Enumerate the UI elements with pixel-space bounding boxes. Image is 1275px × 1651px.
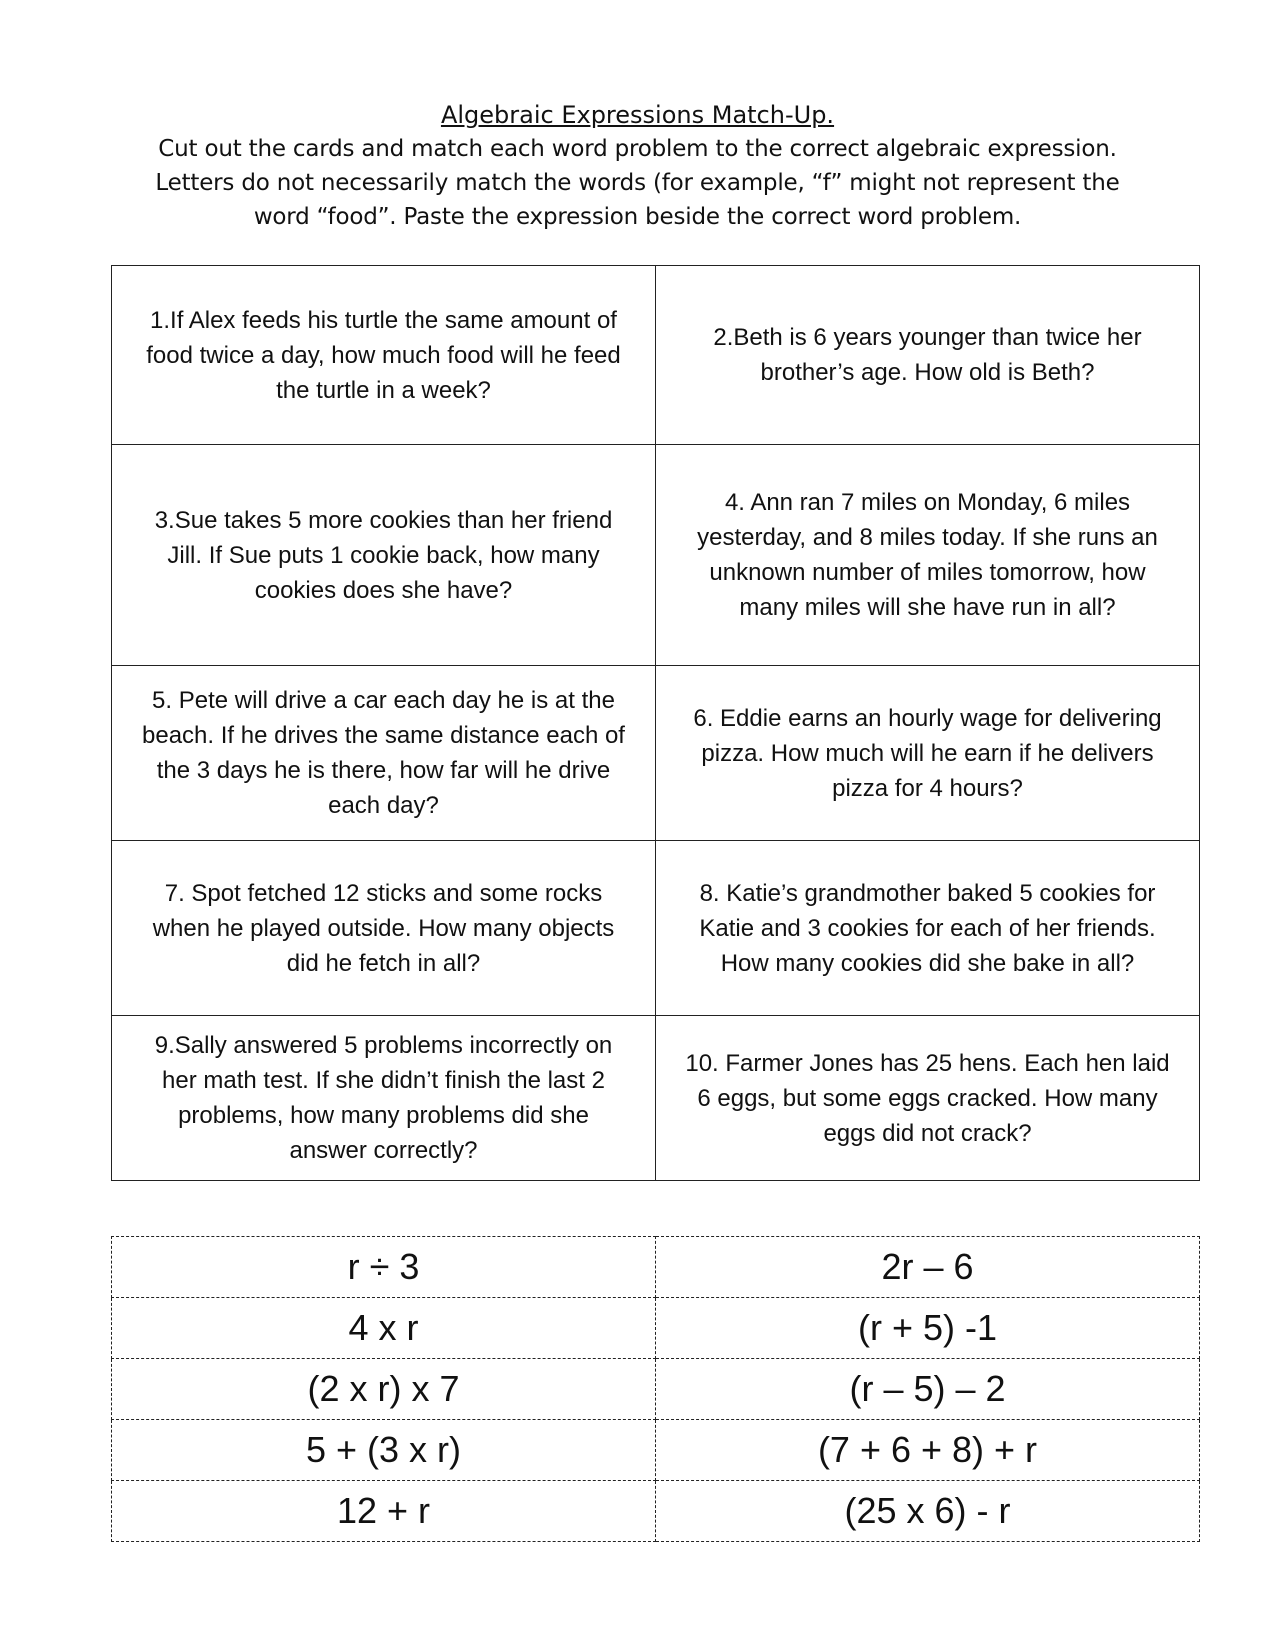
expression-card: (r – 5) – 2: [656, 1359, 1200, 1420]
problem-row: [112, 841, 1200, 1016]
expression-card: (2 x r) x 7: [112, 1359, 656, 1420]
instructions-line-1: Cut out the cards and match each word problem to the correct algebraic expression.: [158, 136, 1117, 162]
expression-card: (7 + 6 + 8) + r: [656, 1420, 1200, 1481]
expression-row: [112, 1298, 1200, 1359]
problem-card-1: 1.If Alex feeds his turtle the same amount of food twice a day, how much food will he feed the turtle in a week?: [112, 266, 656, 445]
expression-card: r ÷ 3: [112, 1237, 656, 1298]
problem-card-6: 6. Eddie earns an hourly wage for delivering pizza. How much will he earn if he delivers pizza for 4 hours?: [656, 666, 1200, 841]
expression-cards-table: [111, 1236, 1200, 1542]
expression-card: 2r – 6: [656, 1237, 1200, 1298]
expression-card: 12 + r: [112, 1481, 656, 1542]
worksheet-title: Algebraic Expressions Match-Up.: [440, 101, 835, 129]
problem-row: [112, 1016, 1200, 1181]
problem-row: [112, 266, 1200, 445]
problem-card-3: 3.Sue takes 5 more cookies than her friend Jill. If Sue puts 1 cookie back, how many cookies does she have?: [112, 445, 656, 666]
instructions-line-3: word “food”. Paste the expression beside the correct word problem.: [253, 204, 1022, 230]
problem-card-8: 8. Katie’s grandmother baked 5 cookies for Katie and 3 cookies for each of her friends. How many cookies did she bake in all?: [656, 841, 1200, 1016]
problem-card-2: 2.Beth is 6 years younger than twice her brother’s age. How old is Beth?: [656, 266, 1200, 445]
expression-row: [112, 1420, 1200, 1481]
worksheet-header: [100, 98, 1175, 234]
expression-row: [112, 1359, 1200, 1420]
expression-card: 5 + (3 x r): [112, 1420, 656, 1481]
expression-card: (25 x 6) - r: [656, 1481, 1200, 1542]
problem-row: [112, 666, 1200, 841]
problem-card-9: 9.Sally answered 5 problems incorrectly on her math test. If she didn’t finish the last 2 problems, how many problems did she answer correctly?: [112, 1016, 656, 1181]
problem-card-4: 4. Ann ran 7 miles on Monday, 6 miles yesterday, and 8 miles today. If she runs an unknown number of miles tomorrow, how many miles will she have run in all?: [656, 445, 1200, 666]
expression-row: [112, 1237, 1200, 1298]
word-problems-table: [111, 265, 1200, 1181]
problem-card-7: 7. Spot fetched 12 sticks and some rocks when he played outside. How many objects did he fetch in all?: [112, 841, 656, 1016]
instructions-line-2: Letters do not necessarily match the words (for example, “f” might not represent the: [155, 170, 1120, 196]
problem-row: [112, 445, 1200, 666]
expression-card: (r + 5) -1: [656, 1298, 1200, 1359]
expression-card: 4 x r: [112, 1298, 656, 1359]
problem-card-10: 10. Farmer Jones has 25 hens. Each hen laid 6 eggs, but some eggs cracked. How many eggs did not crack?: [656, 1016, 1200, 1181]
expression-row: [112, 1481, 1200, 1542]
problem-card-5: 5. Pete will drive a car each day he is at the beach. If he drives the same distance each of the 3 days he is there, how far will he drive each day?: [112, 666, 656, 841]
